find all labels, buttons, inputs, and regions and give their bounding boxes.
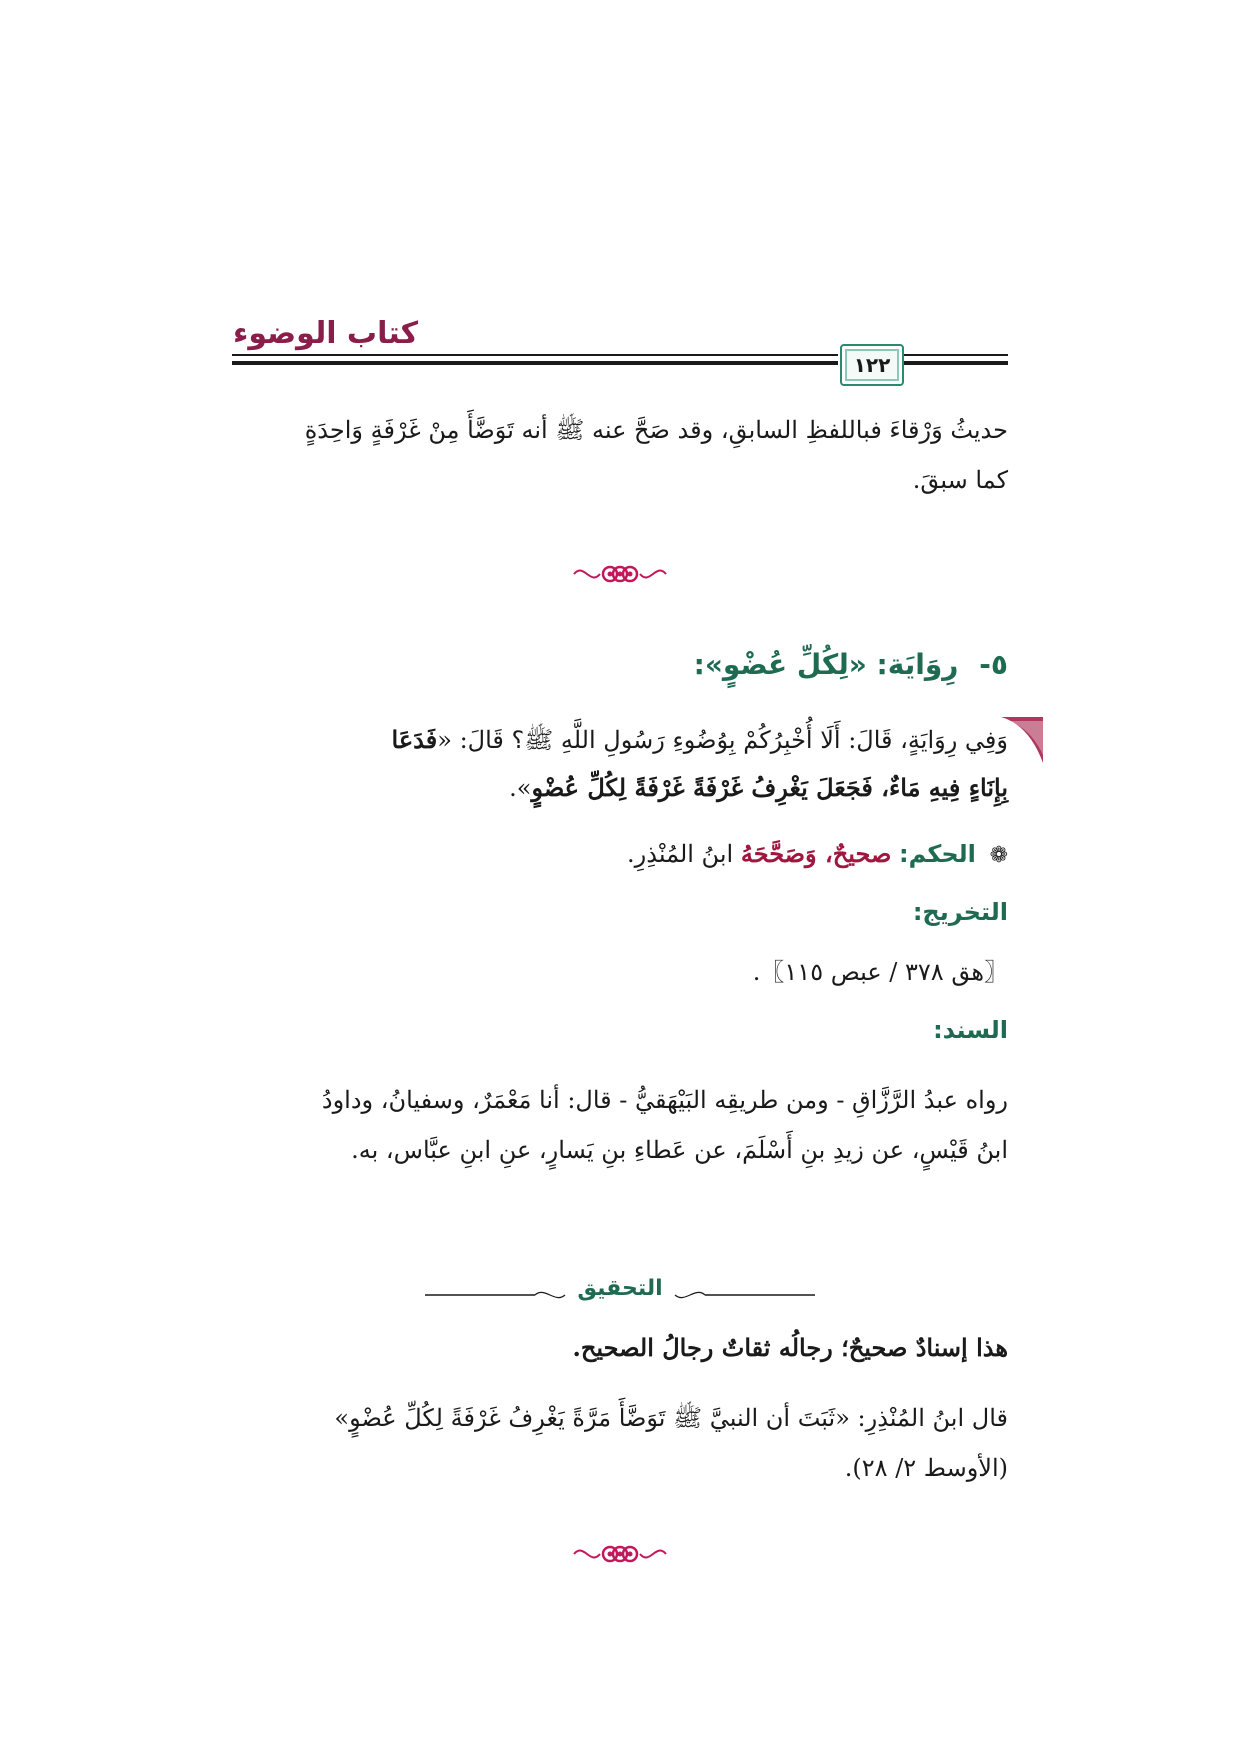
ornament-divider-2 [570, 1540, 670, 1568]
section-heading [228, 648, 1008, 681]
hadith-line-2-bold: بِإِنَاءٍ فِيهِ مَاءٌ، فَجَعَلَ يَغْرِفُ غَرْفَةً غَرْفَةً لِكُلِّ عُضْوٍ [531, 773, 1008, 802]
sanad-line-1: رواه عبدُ الرَّزَّاقِ - ومن طريقِه البَيْهَقيُّ - قال: أنا مَعْمَرٌ، وسفيانُ، وداودُ [321, 1086, 1008, 1114]
takhrij-label-row [228, 898, 1008, 926]
tahqiq-quote-line-1: قال ابنُ المُنْذِرِ: «ثَبَتَ أن النبيَّ ﷺ تَوَضَّأَ مَرَّةً يَغْرِفُ غَرْفَةً لِكُلِّ عُضْوٍ» [334, 1404, 1008, 1432]
tahqiq-label: التحقيق [577, 1276, 663, 1301]
book-title: كتاب الوضوء [233, 316, 419, 351]
ornament-divider-1 [570, 560, 670, 588]
header-rule-top [232, 354, 838, 356]
sanad-label-row [228, 1016, 1008, 1044]
hadith-line-1-bold: فَدَعَا [391, 725, 438, 754]
intro-line-2: كما سبقَ. [912, 466, 1008, 494]
sanad-label: السند: [933, 1016, 1008, 1044]
hadith-line-2 [228, 768, 1008, 808]
section-title: رِوَايَة: «لِكُلِّ عُضْوٍ»: [693, 648, 959, 681]
header-rule-right-top [903, 354, 1008, 356]
header-rule-right-bottom [903, 361, 1008, 365]
sanad-line-2: ابنُ قَيْسٍ، عن زيدِ بنِ أَسْلَمَ، عن عَطاءِ بنِ يَسارٍ، عنِ ابنِ عبَّاس، به. [351, 1136, 1008, 1164]
header-rule-bottom [232, 361, 838, 365]
ruling-value: صحيحٌ، وَصَحَّحَهُ [740, 839, 892, 868]
tahqiq-quote-line-2: (الأوسط ٢/ ٢٨). [844, 1454, 1008, 1482]
tahqiq-verdict: هذا إسنادٌ صحيحٌ؛ رجالُه ثقاتٌ رجالُ الصحيح. [572, 1333, 1008, 1362]
flower-icon: ❁ [989, 843, 1008, 868]
takhrij-label: التخريج: [912, 898, 1008, 926]
hadith-line-1 [228, 720, 1008, 760]
ruling-line [228, 834, 1008, 876]
section-number: ٥- [979, 648, 1008, 681]
hadith-line-2-end: ». [509, 774, 532, 802]
page-number-badge: ١٢٢ [840, 344, 904, 386]
takhrij-refs: 〖هق ٣٧٨ / عبص ١١٥〗. [752, 958, 1008, 986]
hadith-line-1-plain: وَفِي رِوَايَةٍ، قَالَ: أَلَا أُخْبِرُكُمْ بِوُضُوءِ رَسُولِ اللَّهِ ﷺ؟ قَالَ: « [437, 726, 1008, 754]
ruling-label: الحكم: [899, 840, 976, 868]
intro-line-1: حديثُ وَرْقاءَ فباللفظِ السابقِ، وقد صَحَّ عنه ﷺ أنه تَوَضَّأَ مِنْ غَرْفَةٍ وَاحِدَةٍ [304, 416, 1008, 444]
ruling-rest: ابنُ المُنْذِرِ. [627, 840, 734, 868]
